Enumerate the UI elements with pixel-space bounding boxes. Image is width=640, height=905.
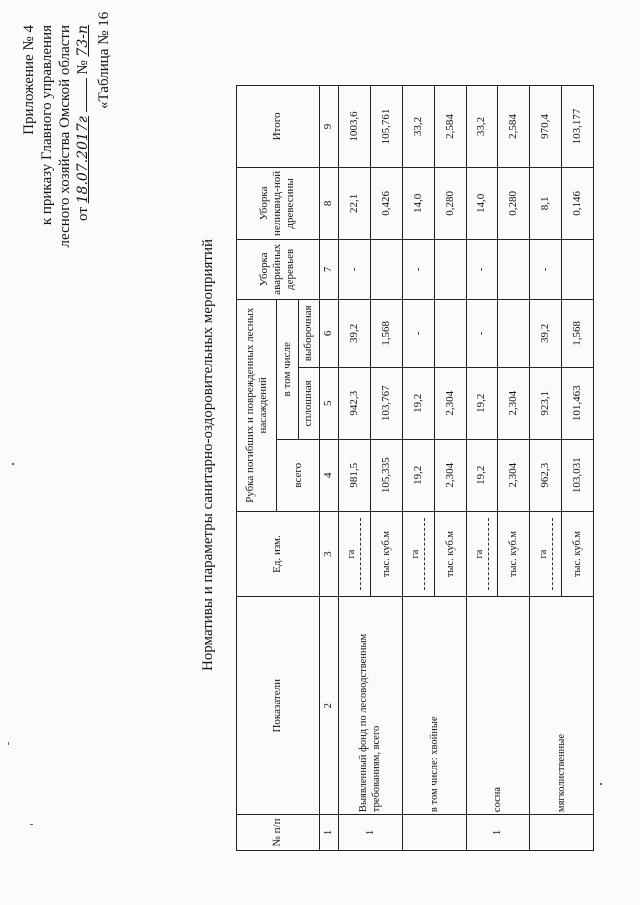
unit-ha: га [530, 511, 562, 597]
cell-emergency [498, 239, 530, 299]
row-label: в том числе: хвойные [402, 597, 466, 815]
cell-sum: 103,177 [562, 86, 594, 168]
unit-volume: тыс. куб.м [498, 511, 530, 597]
col-header-total: всего [277, 439, 320, 511]
cell-sum: 33,2 [466, 86, 498, 168]
cell-sum: 105,761 [370, 86, 402, 168]
table-number-label: «Таблица № 16 [96, 11, 112, 109]
cell-illiquid: 14,0 [466, 167, 498, 239]
cell-selective: - [402, 299, 434, 367]
cell-illiquid: 0,146 [562, 167, 594, 239]
cell-clear: 103,767 [370, 367, 402, 439]
cell-selective [498, 299, 530, 367]
cell-clear: 923,1 [530, 367, 562, 439]
cell-clear: 2,304 [434, 367, 466, 439]
row-num [402, 815, 466, 851]
col-number: 8 [319, 167, 338, 239]
col-header-illiquid: Уборка неликвид-ной древесины [237, 167, 320, 239]
cell-illiquid: 0,426 [370, 167, 402, 239]
cell-sum: 2,584 [498, 86, 530, 168]
col-header-num: № п/п [237, 815, 320, 851]
cell-selective: 1,568 [370, 299, 402, 367]
scan-speck [8, 742, 9, 745]
row-label: мягколиственные [530, 597, 594, 815]
col-header-unit: Ед. изм. [237, 511, 320, 597]
scan-speck [30, 824, 33, 825]
cell-clear: 2,304 [498, 367, 530, 439]
handwritten-number: 73-п [75, 25, 91, 57]
col-header-emergency: Уборка аварийных деревьев [237, 239, 320, 299]
col-header-sum: Итого [237, 86, 320, 168]
col-header-indicators: Показатели [237, 597, 320, 815]
cell-emergency: - [530, 239, 562, 299]
cell-selective [434, 299, 466, 367]
cell-emergency [370, 239, 402, 299]
col-number: 7 [319, 239, 338, 299]
unit-ha: га [402, 511, 434, 597]
cell-illiquid: 22,1 [339, 167, 371, 239]
table-row [339, 86, 371, 851]
cell-illiquid: 0,280 [434, 167, 466, 239]
col-number: 1 [319, 815, 338, 851]
cell-total: 2,304 [434, 439, 466, 511]
cell-total: 2,304 [498, 439, 530, 511]
cell-clear: 19,2 [402, 367, 434, 439]
appendix-line-2: лесного хозяйства Омской области [57, 25, 73, 248]
appendix-line-1: к приказу Главного управления [39, 25, 55, 226]
table-row [466, 86, 498, 851]
cell-total: 105,335 [370, 439, 402, 511]
col-number: 3 [319, 511, 338, 597]
cell-selective: 1,568 [562, 299, 594, 367]
appendix-title: Приложение № 4 [21, 25, 37, 135]
col-header-including: в том числе [277, 299, 298, 439]
cell-illiquid: 8,1 [530, 167, 562, 239]
row-num [530, 815, 594, 851]
cell-clear: 101,463 [562, 367, 594, 439]
table-row [530, 86, 562, 851]
cell-sum: 2,584 [434, 86, 466, 168]
from-prefix: от [75, 207, 91, 221]
cell-total: 19,2 [402, 439, 434, 511]
scan-speck [12, 463, 14, 465]
cell-total: 962,3 [530, 439, 562, 511]
cell-sum: 1003,6 [339, 86, 371, 168]
cell-selective: - [466, 299, 498, 367]
col-header-clear: сплошная [298, 367, 319, 439]
date-underline [86, 78, 87, 112]
unit-ha: га [466, 511, 498, 597]
unit-ha: га [339, 511, 371, 597]
row-label: Выявленный фонд по лесоводственным требованиям, всего [339, 597, 403, 815]
cell-clear: 942,3 [339, 367, 371, 439]
cell-illiquid: 0,280 [498, 167, 530, 239]
unit-volume: тыс. куб.м [562, 511, 594, 597]
cell-total: 103,031 [562, 439, 594, 511]
cell-total: 19,2 [466, 439, 498, 511]
unit-volume: тыс. куб.м [370, 511, 402, 597]
cell-clear: 19,2 [466, 367, 498, 439]
measures-table [236, 85, 594, 851]
cell-sum: 970,4 [530, 86, 562, 168]
cell-emergency: - [466, 239, 498, 299]
col-number: 9 [319, 86, 338, 168]
col-header-felling: Рубка погибших и поврежденных лесных насаждений [237, 299, 277, 511]
appendix-date-line [74, 25, 92, 305]
number-prefix: № [75, 60, 91, 75]
scan-speck [600, 783, 602, 785]
col-number: 5 [319, 367, 338, 439]
cell-total: 981,5 [339, 439, 371, 511]
col-number: 4 [319, 439, 338, 511]
appendix-header [20, 25, 92, 305]
cell-emergency: - [339, 239, 371, 299]
cell-emergency [434, 239, 466, 299]
table-row [402, 86, 434, 851]
cell-selective: 39,2 [339, 299, 371, 367]
col-header-selective: выборочная [298, 299, 319, 367]
handwritten-date: 18.07.2017г [75, 116, 91, 204]
row-num: 1 [466, 815, 530, 851]
cell-emergency: - [402, 239, 434, 299]
unit-volume: тыс. куб.м [434, 511, 466, 597]
col-number: 2 [319, 597, 338, 815]
column-numbers-row [319, 86, 338, 851]
cell-sum: 33,2 [402, 86, 434, 168]
cell-selective: 39,2 [530, 299, 562, 367]
cell-illiquid: 14,0 [402, 167, 434, 239]
col-number: 6 [319, 299, 338, 367]
row-label: сосна [466, 597, 530, 815]
row-num: 1 [339, 815, 403, 851]
page-title: Нормативы и параметры санитарно-оздоровительных мероприятий [200, 238, 216, 672]
cell-emergency [562, 239, 594, 299]
